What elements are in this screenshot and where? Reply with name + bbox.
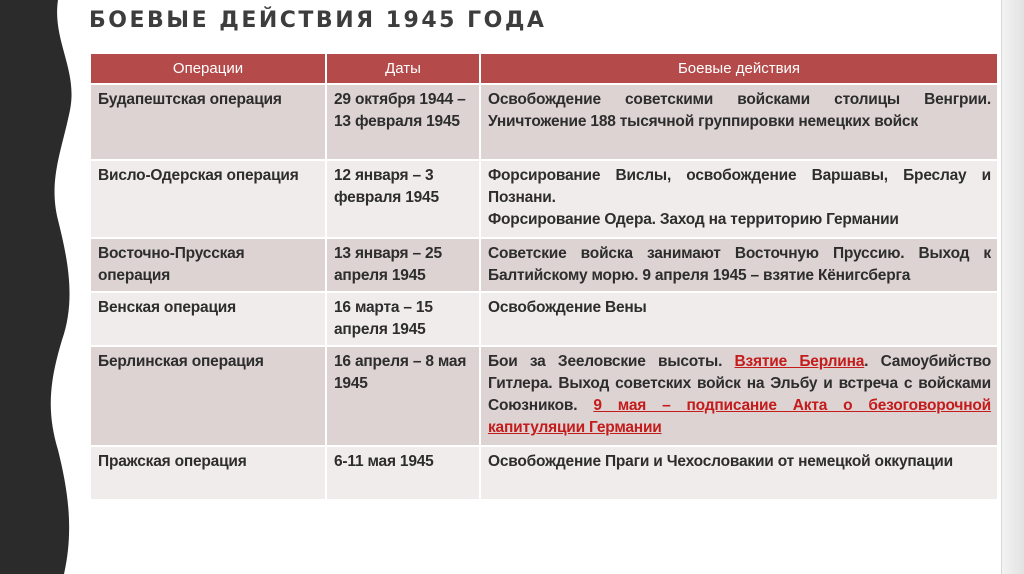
table-row [90,346,998,446]
cell-description: Освобождение советскими войсками столицы Венгрии. Уничтожение 188 тысячной группировки немецких войск [480,84,998,160]
highlight-berlin-capture: Взятие Берлина [734,353,865,370]
description-text: . Самоубийство Гитлера. Выход советских войск на Эльбу и встреча с войсками Союзников. [488,353,991,414]
cell-description [480,160,998,238]
highlight-surrender-act: 9 мая – подписание Акта о безоговорочной капитуляции Германии [488,397,991,436]
cell-dates: 6-11 мая 1945 [326,446,480,500]
cell-operation: Венская операция [90,292,326,346]
table-row [90,160,998,238]
table-header-row [90,53,998,84]
cell-operation: Пражская операция [90,446,326,500]
cell-operation: Берлинская операция [90,346,326,446]
description-text: Бои за Зееловские высоты. [488,353,735,370]
cell-dates: 13 января – 25 апреля 1945 [326,238,480,292]
cell-dates: 12 января – 3 февраля 1945 [326,160,480,238]
table-row [90,84,998,160]
operations-table-container [89,52,997,501]
cell-dates: 16 апреля – 8 мая 1945 [326,346,480,446]
cell-description: Освобождение Вены [480,292,998,346]
cell-dates: 16 марта – 15 апреля 1945 [326,292,480,346]
cell-description [480,346,998,446]
header-dates: Даты [326,53,480,84]
cell-description: Освобождение Праги и Чехословакии от немецкой оккупации [480,446,998,500]
table-row [90,446,998,500]
description-line: Форсирование Одера. Заход на территорию Германии [488,211,899,228]
table-row [90,292,998,346]
cell-dates: 29 октября 1944 – 13 февраля 1945 [326,84,480,160]
right-edge-panel [1001,0,1024,574]
cell-description: Советские войска занимают Восточную Пруссию. Выход к Балтийскому морю. 9 апреля 1945 – взятие Кёнигсберга [480,238,998,292]
header-actions: Боевые действия [480,53,998,84]
cell-operation: Будапештская операция [90,84,326,160]
slide-title: БОЕВЫЕ ДЕЙСТВИЯ 1945 ГОДА [89,8,547,33]
table-row [90,238,998,292]
decorative-wavy-bar [0,0,80,574]
cell-operation: Восточно-Прусская операция [90,238,326,292]
operations-table [89,52,999,501]
cell-operation: Висло-Одерская операция [90,160,326,238]
description-line: Форсирование Вислы, освобождение Варшавы, Бреслау и Познани. [488,167,991,206]
header-operations: Операции [90,53,326,84]
